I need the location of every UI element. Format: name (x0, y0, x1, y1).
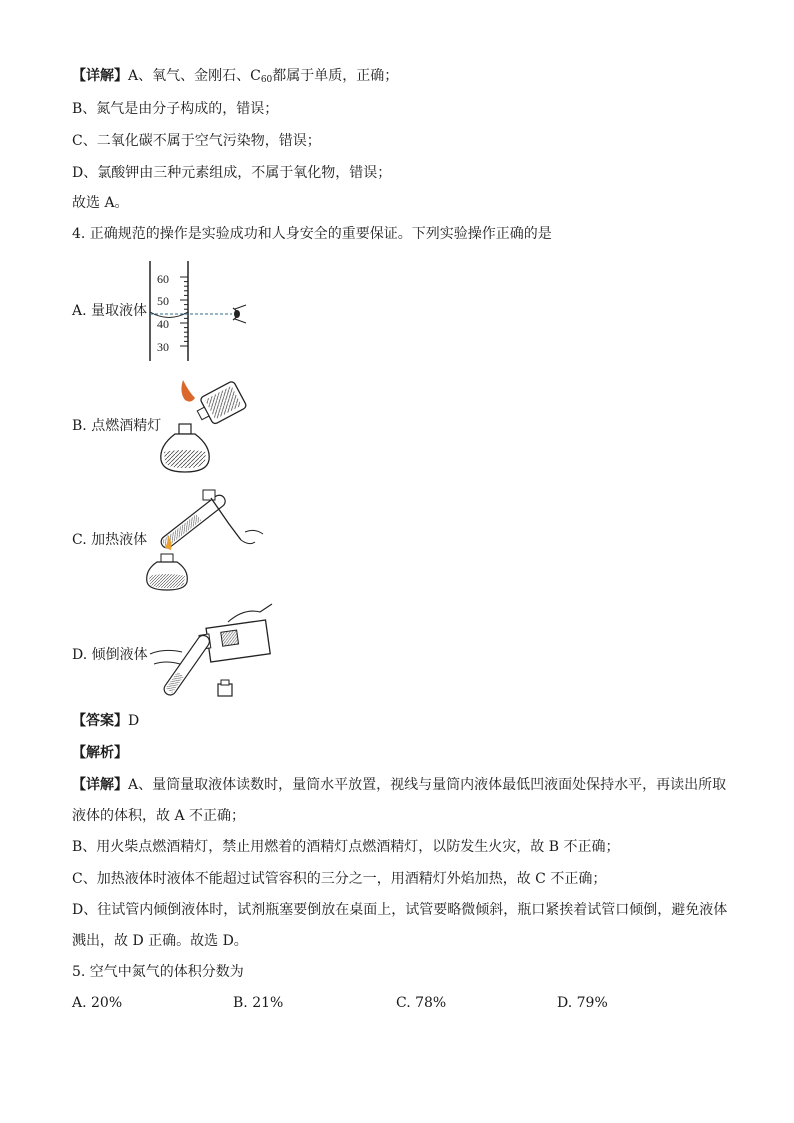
q5-choice-d: D. 79% (557, 995, 608, 1011)
prev-detail-b: B、氮气是由分子构成的，错误； (72, 101, 279, 117)
pouring-liquid-figure (148, 600, 278, 705)
option-d-label: D. 倾倒液体 (72, 647, 148, 663)
option-c-label: C. 加热液体 (72, 532, 148, 548)
option-b-label: B. 点燃酒精灯 (72, 418, 162, 434)
q4-stem: 4. 正确规范的操作是实验成功和人身安全的重要保证。下列实验操作正确的是 (72, 226, 552, 242)
test-tube-clamp (203, 490, 263, 544)
tick-label: 40 (157, 317, 169, 331)
graduated-cylinder-figure (140, 257, 255, 365)
answer-value: D (128, 713, 140, 729)
tick-label: 60 (157, 272, 169, 286)
tilted-lamp (193, 380, 248, 428)
alcohol-lamp (147, 554, 188, 590)
answer-tag: 【答案】 (72, 713, 128, 729)
detail-b: B、用火柴点燃酒精灯，禁止用燃着的酒精灯点燃酒精灯，以防发生火灾，故 B 不正确； (72, 839, 620, 855)
option-a-label: A. 量取液体 (72, 303, 148, 319)
tick-label: 30 (157, 340, 169, 354)
q5-choice-b: B. 21% (233, 995, 284, 1011)
prev-conclusion: 故选 A。 (72, 195, 129, 211)
answer-line (72, 711, 139, 731)
hand-icon (228, 604, 272, 622)
detail-a: 【详解】A、量筒量取液体读数时，量筒水平放置，视线与量筒内液体最低凹液面处保持水平，再读出所取液体的体积，故 A 不正确； (72, 777, 727, 824)
q5-choice-c: C. 78% (396, 995, 447, 1011)
prev-detail-c: C、二氧化碳不属于空气污染物，错误； (72, 133, 321, 149)
q5-stem: 5. 空气中氮气的体积分数为 (72, 964, 244, 980)
detail-tag: 【详解】 (72, 68, 128, 84)
detail-tag: 【详解】 (72, 777, 128, 793)
flame-icon (181, 380, 195, 402)
eye-icon (233, 305, 246, 323)
prev-detail-a: 【详解】A、氧气、金刚石、$C_{60}$都属于单质，正确； (72, 68, 399, 85)
meniscus (150, 312, 188, 318)
upright-lamp (161, 424, 209, 472)
bottle-stopper (218, 680, 232, 696)
tick-label: 50 (157, 294, 169, 308)
detail-c: C、加热液体时液体不能超过试管容积的三分之一，用酒精灯外焰加热，故 C 不正确； (72, 871, 607, 887)
heating-liquid-figure (145, 484, 265, 594)
lamp-lighting-figure (155, 374, 255, 476)
detail-d: D、往试管内倾倒液体时，试剂瓶塞要倒放在桌面上，试管要略微倾斜，瓶口紧挨着试管口倾倒，避免液体溅出，故 D 正确。故选 D。 (72, 902, 728, 949)
prev-detail-d: D、氯酸钾由三种元素组成，不属于氧化物，错误； (72, 165, 392, 181)
hand-icon (150, 650, 182, 664)
test-tube (162, 633, 212, 697)
analysis-tag: 【解析】 (72, 745, 128, 761)
q5-choice-a: A. 20% (72, 995, 123, 1011)
